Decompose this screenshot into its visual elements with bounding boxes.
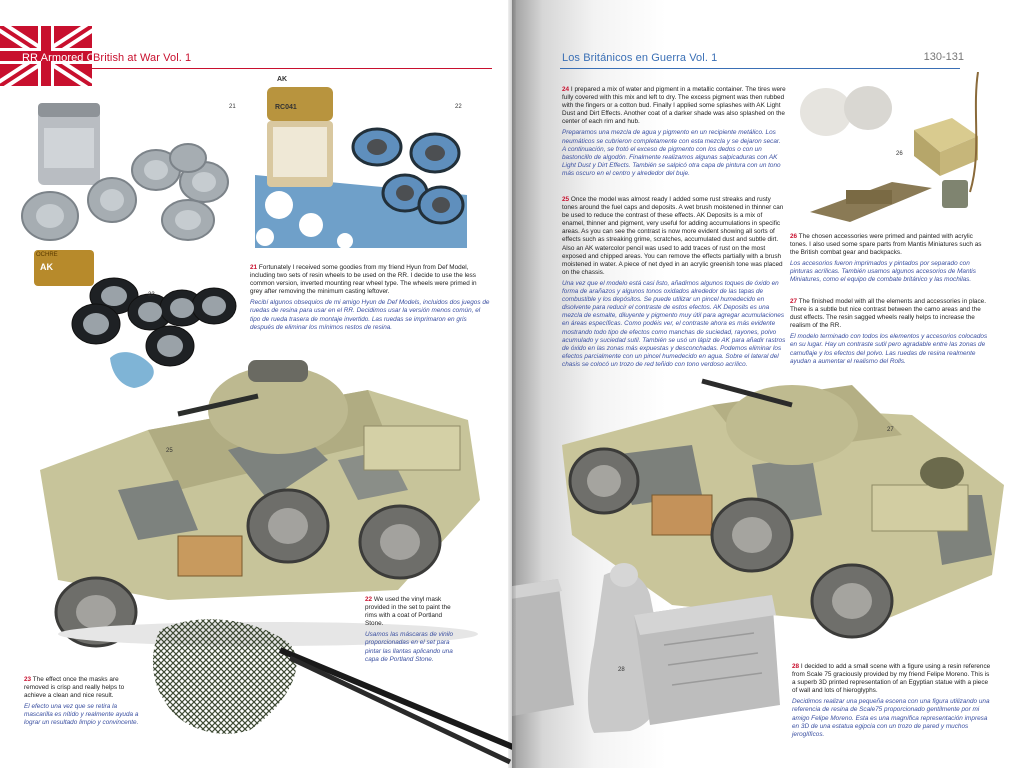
paragraph-25 [562, 196, 786, 369]
spanish-text: Una vez que el modelo está casi listo, añadimos algunos toques de óxido en forma de arañazos y algunos tonos oxidados alrededor de las tapas de combustible y los depósitos. Se puede utilizar un pincel humedecido en disolvente para reducir el contraste de estos efectos. AK Deposits es una mezcla de esmalte, diluyente y pigmento muy útil para agregar acumulaciones en áreas específicas. Como podéis ver, el contraste ahora es más evidente mostrando todo tipo de efectos como manchas de suciedad, rayones, polvo acumulado y suciedad sutil. También se usó un lápiz de AK para añadir rastros de óxido en las zonas más expuestas y desconchadas. Podemos eliminar los efectos parcialmente con un pincel humedecido en agua. Sobre el lateral del chasis se colocó un trozo de red teñido con tono verdoso acrílico. [562, 279, 786, 368]
spanish-text: El modelo terminado con todos los elementos y accesorios colocados en su lugar. Hay un contraste sutil pero agradable entre las zonas de camuflaje y los efectos del polvo. Las ruedas de resina realmente ayudan a aumentar el realismo del Rolls. [790, 333, 988, 365]
jar-code: RC041 [275, 104, 297, 111]
english-text: Fortunately I received some goodies from my friend Hyun from Def Model, including two sets of resin wheels to be used on the RR. I decide to use the less common version, inverted mounting rear wheel type. The wheels were primed in grey after removing the minimum casting leftover. [250, 264, 477, 296]
paragraph-24 [562, 86, 786, 178]
english-text: The effect once the masks are removed is crisp and really helps to achieve a clean and nice result. [24, 676, 125, 700]
english-text: Once the model was almost ready I added some rust streaks and rusty tones around the fuel caps and deposits. A wet brush moistened in thinner can be used to reduce the contrast of these effects. AK Deposits is a mix of enamel, thinner and pigment, very useful for adding accumulations in specific areas. As you can see the contrast is now more evident showing all sorts of effects such as streaking grime, scratches, accumulated dust and subtle dirt. Also an AK watercolor pencil was used to add traces of rust on the most exposed and chipped areas. You can remove the effects partially with a brush moistened in water. A piece of net dyed in an acrylic greenish tone was placed on the chassis. [562, 196, 784, 276]
figure-number-26: 26 [896, 151, 903, 157]
book-spine-shadow [508, 0, 516, 768]
paragraph-28 [792, 663, 992, 739]
figure-number-23: 23 [148, 292, 155, 298]
spanish-text: Usamos las máscaras de vinilo proporcionadas en el set para pintar las llantas aplicando una capa de Portland Stone. [365, 631, 454, 663]
figure-number-21: 21 [229, 104, 236, 110]
english-text: The chosen accessories were primed and painted with acrylic tones. I also used some spare parts from Mantis Miniatures such as the British combat gear and backpacks. [790, 233, 982, 257]
paragraph-number: 24 [562, 86, 570, 93]
english-text: We used the vinyl mask provided in the set to paint the rims with a coat of Portland Stone. [365, 596, 451, 628]
paragraph-21 [250, 264, 490, 332]
photo-grey-wheels [8, 98, 240, 248]
jar-label-ochre: OCHRE [36, 252, 58, 258]
spanish-text: Los accesorios fueron imprimados y pintados por separado con pinturas acrílicas. También usamos algunos accesorios de Mantis Miniatures, como el equipo de combate británico y las mochilas. [790, 260, 976, 284]
paragraph-number: 21 [250, 264, 258, 271]
paragraph-26 [790, 233, 990, 285]
paragraph-number: 27 [790, 298, 798, 305]
paragraph-number: 26 [790, 233, 798, 240]
paragraph-number: 23 [24, 676, 32, 683]
jar-brand-ak-ochre: AK [40, 262, 53, 272]
english-text: I decided to add a small scene with a figure using a resin reference from Scale 75 graciously provided by my friend Felipe Moreno. This is a superb 3D printed representation of an Egyptian statue with a piece of wall and lots of hieroglyphs. [792, 663, 991, 695]
paragraph-number: 22 [365, 596, 373, 603]
statue-diorama-image [512, 555, 784, 740]
book-title-spanish: Los Británicos en Guerra Vol. 1 [562, 52, 718, 64]
jar-brand-ak: AK [277, 76, 288, 83]
paragraph-23 [24, 676, 139, 728]
accessories-image [792, 72, 988, 232]
paragraph-number: 28 [792, 663, 800, 670]
photo-net-tweezers [140, 600, 512, 768]
figure-number-22: 22 [455, 104, 462, 110]
figure-number-28: 28 [618, 667, 625, 673]
spanish-text: El efecto una vez que se retira la mascarilla es nítido y realmente ayuda a lograr un resultado limpio y convincente. [24, 703, 139, 727]
photo-statue-diorama [512, 555, 784, 740]
header-rule-right [560, 68, 960, 69]
spanish-text: Recibí algunos obsequios de mi amigo Hyun de Def Models, incluidos dos juegos de ruedas de resina para usar en el RR. Decidimos usar la versión menos común, el tipo de rueda trasera de montaje invertido. Las ruedas se imprimaron en gris después de eliminar los mínimos restos de resina. [250, 299, 490, 331]
net-tweezers-image [140, 600, 512, 768]
grey-wheels-image [8, 98, 240, 248]
photo-accessories [792, 72, 988, 232]
right-page [512, 0, 1024, 768]
spanish-text: Decidimos realizar una pequeña escena con una figura utilizando una referencia de resina de Scale75 proporcionado gentilmente por mi amigo Felipe Moreno. Esta es una magnífica representación impresa en 3D de una estatua egipcia con un trozo de pared y muchos jeroglíficos. [792, 698, 990, 738]
section-title: RR Armored Car [22, 52, 105, 64]
book-title: British at War Vol. 1 [93, 52, 192, 64]
figure-number-25: 25 [166, 448, 173, 454]
spanish-text: Preparamos una mezcla de agua y pigmento en un recipiente metálico. Los neumáticos se cubrieron completamente con esta mezcla y se dejaron secar. A continuación, se frotó el exceso de pigmento con los dedos o con un bastoncillo de algodón. Finalmente realizamos algunas salpicaduras con AK Light Dust y Dirt Effects. También se salpicó otra capa de pintura con un tono más oscuro en el centro y alrededor del buje. [562, 129, 781, 177]
paragraph-27 [790, 298, 990, 366]
figure-number-27: 27 [887, 427, 894, 433]
header-rule [92, 68, 492, 69]
page-numbers: 130-131 [923, 51, 964, 63]
paragraph-number: 25 [562, 196, 570, 203]
english-text: I prepared a mix of water and pigment in a metallic container. The tires were fully covered with this mix and left to dry. The excess pigment was then rubbed with the fingers or a cotton bud. Finally I applied some splashes with AK Light Dust and Dirt Effects. Another coat of a darker shade was also splashed on the center of each rim and hub. [562, 86, 786, 126]
english-text: The finished model with all the elements and accessories in place. There is a subtle but nice contrast between the camo areas and the dust effects. The resin sagged wheels really helps to increase the realism of the RR. [790, 298, 986, 330]
